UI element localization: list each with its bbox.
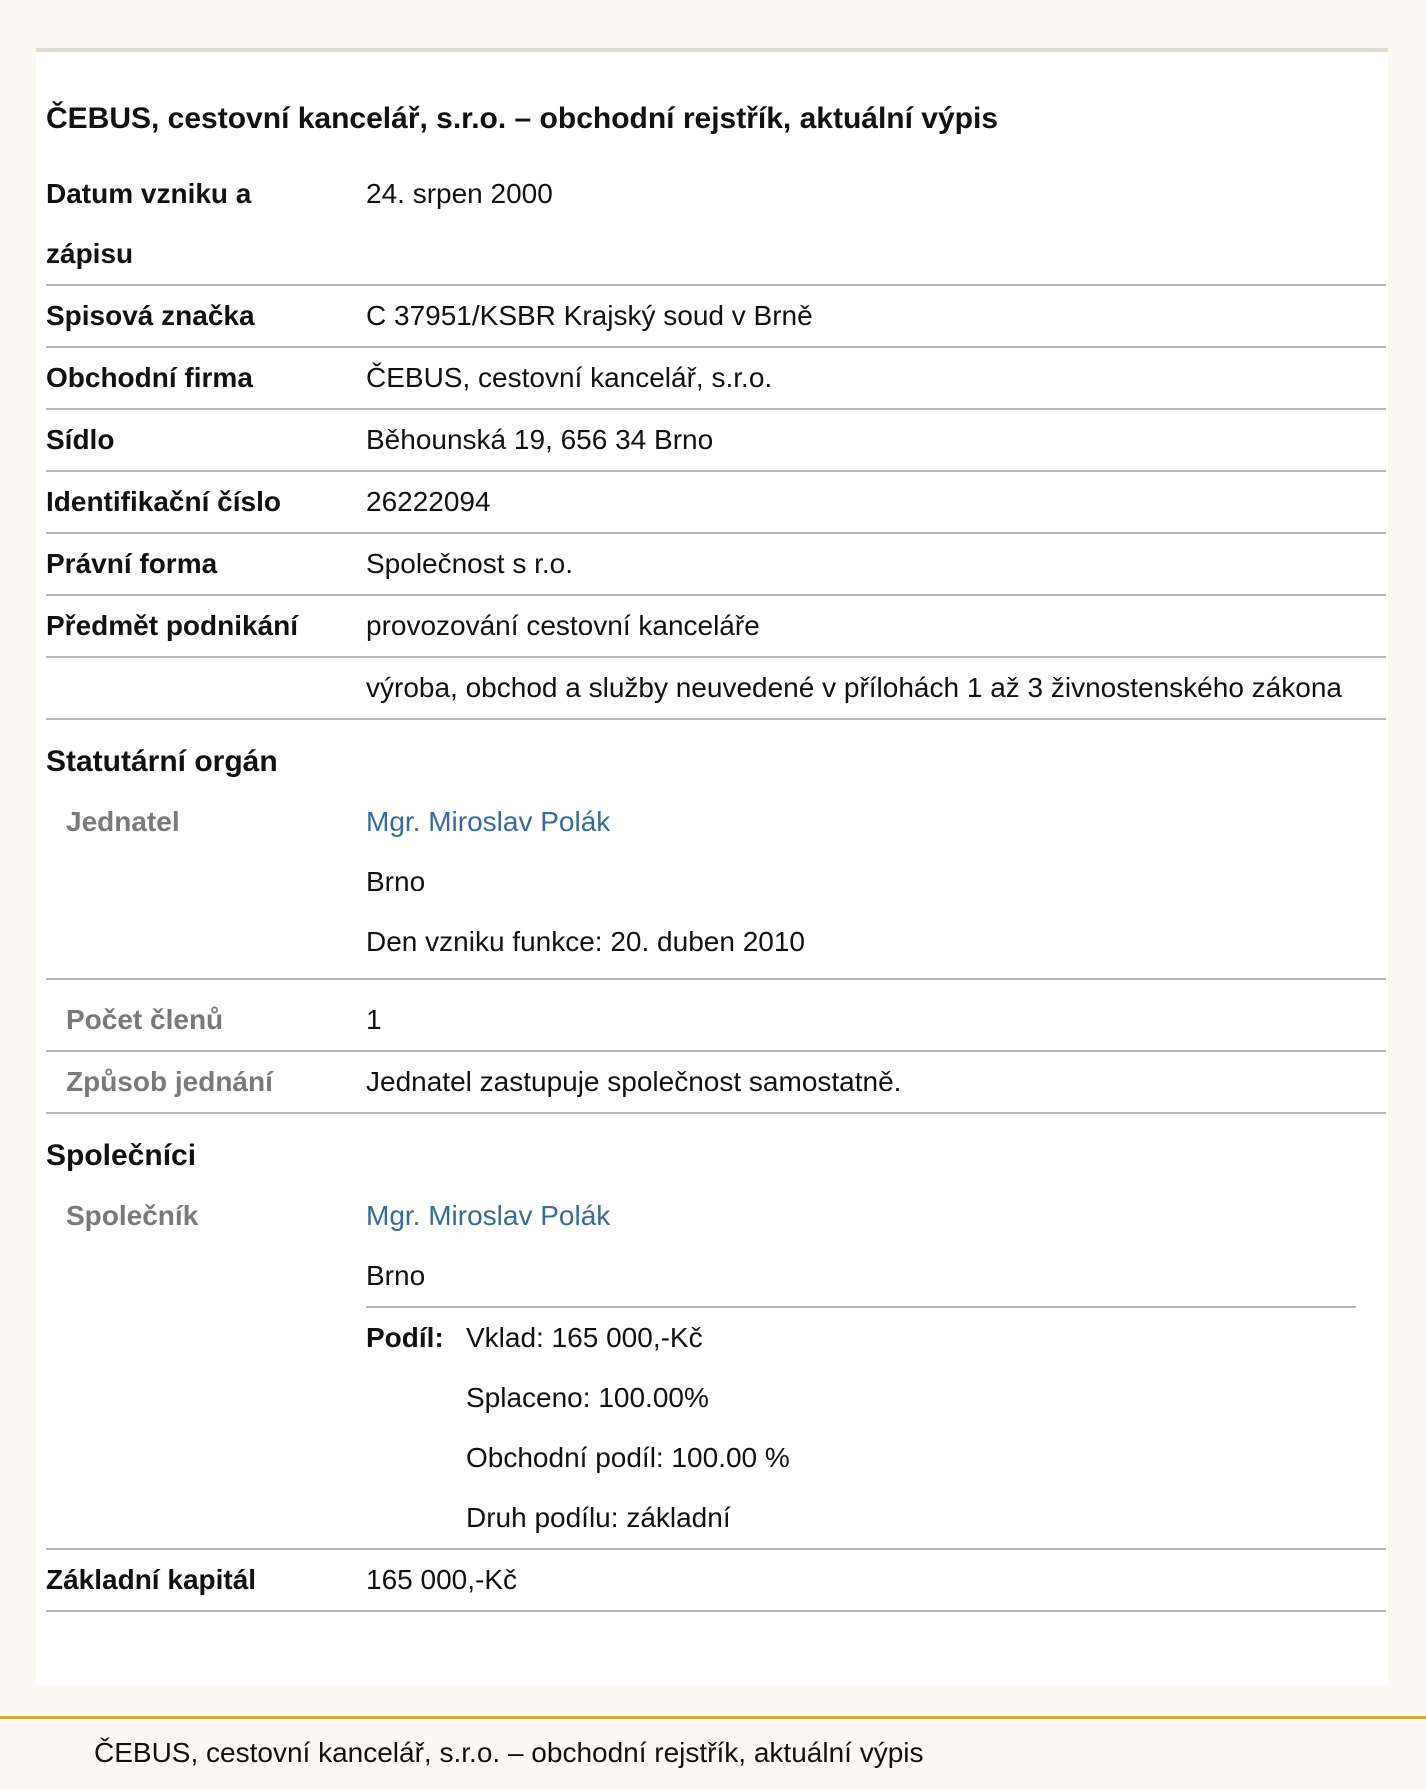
spolecnik-value [366, 1186, 1386, 1548]
predmet-value-1: provozování cestovní kanceláře [366, 610, 760, 641]
zpusob-value: Jednatel zastupuje společnost samostatně. [366, 1066, 902, 1097]
ico-label: Identifikační číslo [46, 486, 281, 517]
podil-vklad: Vklad: 165 000,-Kč [466, 1322, 703, 1353]
row-spolecnik [46, 1186, 1386, 1550]
row-datum [46, 164, 1386, 286]
firma-label: Obchodní firma [46, 362, 253, 393]
row-zpusob [46, 1052, 1386, 1114]
podil-values [466, 1308, 790, 1548]
row-sidlo [46, 410, 1386, 472]
jednatel-label: Jednatel [66, 806, 180, 837]
podil-druh: Druh podílu: základní [466, 1502, 731, 1533]
predmet-empty-label [46, 658, 366, 718]
footer-text: ČEBUS, cestovní kancelář, s.r.o. – obchodní rejstřík, aktuální výpis [94, 1737, 924, 1768]
spis-label: Spisová značka [46, 300, 255, 331]
sidlo-label: Sídlo [46, 424, 115, 455]
kapital-value: 165 000,-Kč [366, 1564, 517, 1595]
footer [0, 1716, 1426, 1790]
statutarni-heading: Statutární orgán [46, 745, 278, 778]
datum-label: Datum vzniku a zápisu [46, 178, 252, 269]
forma-label: Právní forma [46, 548, 218, 579]
row-firma [46, 348, 1386, 410]
jednatel-value [366, 792, 1386, 972]
pocet-value: 1 [366, 1004, 382, 1035]
register-card [36, 48, 1388, 1686]
podil-splaceno: Splaceno: 100.00% [466, 1382, 709, 1413]
podil-label: Podíl: [366, 1322, 444, 1353]
page-title: ČEBUS, cestovní kancelář, s.r.o. – obchodní rejstřík, aktuální výpis [46, 102, 999, 135]
spolecnici-heading: Společníci [46, 1139, 197, 1172]
pocet-label: Počet členů [66, 1004, 224, 1035]
predmet-value-2: výroba, obchod a služby neuvedené v přílohách 1 až 3 živnostenského zákona [366, 672, 1342, 703]
jednatel-name-link[interactable]: Mgr. Miroslav Polák [366, 806, 611, 837]
forma-value: Společnost s r.o. [366, 548, 574, 579]
kapital-label: Základní kapitál [46, 1564, 257, 1595]
datum-value: 24. srpen 2000 [366, 178, 553, 209]
jednatel-since: Den vzniku funkce: 20. duben 2010 [366, 926, 805, 957]
row-pocet [46, 980, 1386, 1052]
firma-value: ČEBUS, cestovní kancelář, s.r.o. [366, 362, 773, 393]
row-ico [46, 472, 1386, 534]
row-predmet-2 [46, 658, 1386, 720]
ico-value: 26222094 [366, 486, 491, 517]
spolecnik-name-link[interactable]: Mgr. Miroslav Polák [366, 1200, 611, 1231]
row-spis [46, 286, 1386, 348]
spolecnik-label: Společník [66, 1200, 199, 1231]
podil-obchodni: Obchodní podíl: 100.00 % [466, 1442, 790, 1473]
row-predmet-1 [46, 596, 1386, 658]
zpusob-label: Způsob jednání [66, 1066, 273, 1097]
jednatel-city: Brno [366, 866, 426, 897]
podil-block [366, 1306, 1356, 1548]
sidlo-value: Běhounská 19, 656 34 Brno [366, 424, 714, 455]
predmet-label: Předmět podnikání [46, 610, 299, 641]
row-jednatel [46, 792, 1386, 980]
row-forma [46, 534, 1386, 596]
spis-value: C 37951/KSBR Krajský soud v Brně [366, 300, 813, 331]
row-kapital [46, 1550, 1386, 1612]
register-table [46, 164, 1386, 1612]
spolecnik-city: Brno [366, 1260, 426, 1291]
